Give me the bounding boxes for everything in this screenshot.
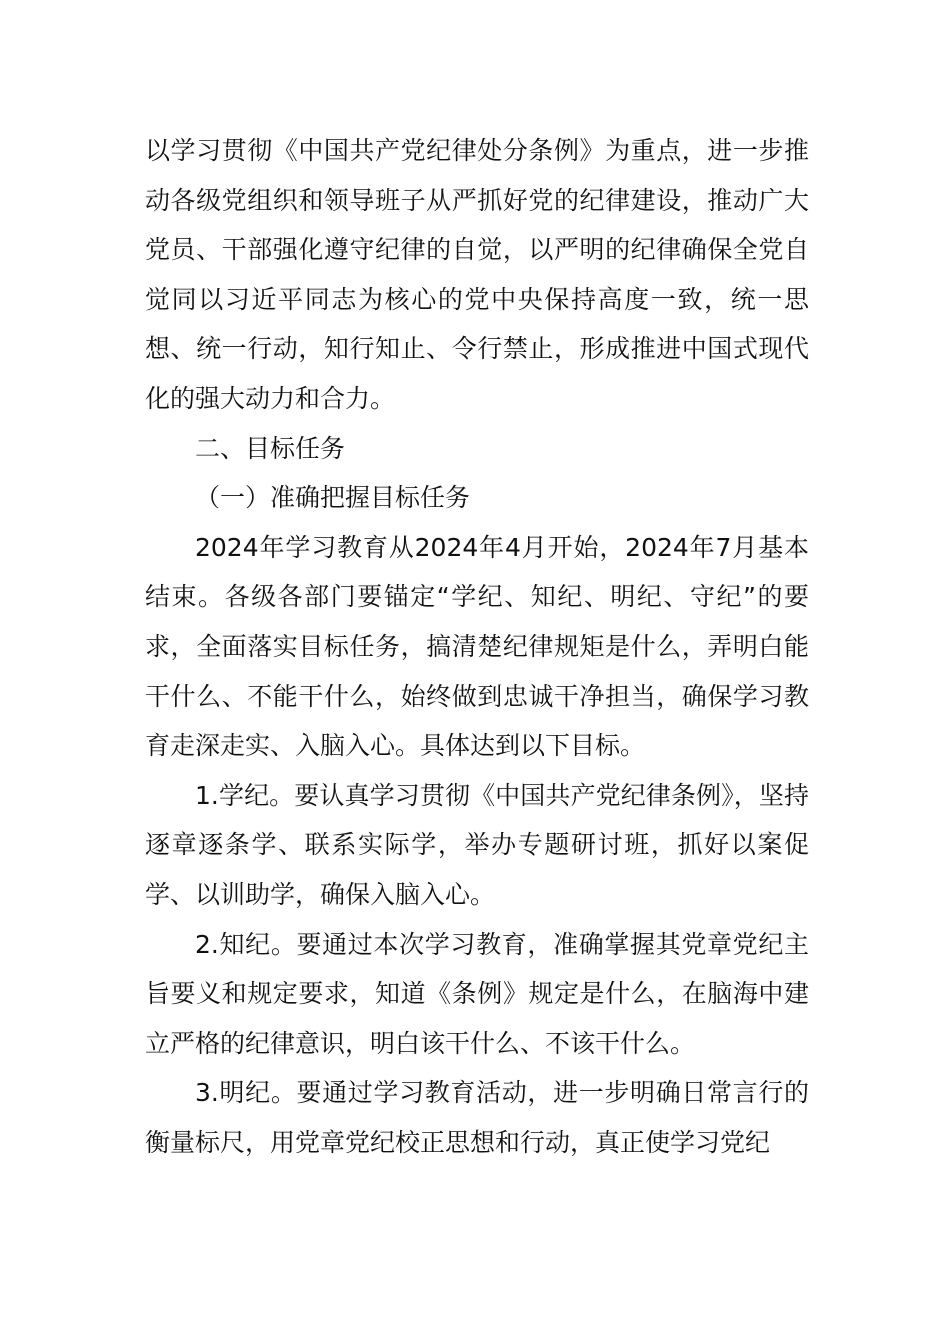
paragraph-purpose: 以学习贯彻《中国共产党纪律处分条例》为重点，进一步推动各级党组织和领导班子从严抓好党的纪律建设，推动广大党员、干部强化遵守纪律的自觉，以严明的纪律确保全党自觉同以习近平同志为核心的党中央保持高度一致，统一思想、统一行动，知行知止、令行禁止，形成推进中国式现代化的强大动力和合力。 (145, 136, 809, 413)
paragraph-know-discipline: 2.知纪。要通过本次学习教育，准确掌握其党章党纪主旨要义和规定要求，知道《条例》规定是什么，在脑海中建立严格的纪律意识，明白该干什么、不该干什么。 (145, 929, 809, 1058)
document-body (145, 126, 809, 1167)
paragraph-learn-discipline: 1.学纪。要认真学习贯彻《中国共产党纪律条例》，坚持逐章逐条学、联系实际学，举办专题研讨班，抓好以案促学、以训助学，确保入脑入心。 (145, 780, 809, 909)
subsection-heading-grasp-goals: （一）准确把握目标任务 (195, 483, 471, 513)
paragraph-understand-discipline: 3.明纪。要通过学习教育活动，进一步明确日常言行的衡量标尺，用党章党纪校正思想和行动，真正使学习党纪 (145, 1078, 809, 1157)
paragraph-schedule: 2024年学习教育从2024年4月开始，2024年7月基本结束。各级各部门要锚定“学纪、知纪、明纪、守纪”的要求，全面落实目标任务，搞清楚纪律规矩是什么，弄明白能干什么、不能干什么，始终做到忠诚干净担当，确保学习教育走深走实、入脑入心。具体达到以下目标。 (145, 532, 809, 761)
section-heading-goals: 二、目标任务 (195, 433, 346, 463)
